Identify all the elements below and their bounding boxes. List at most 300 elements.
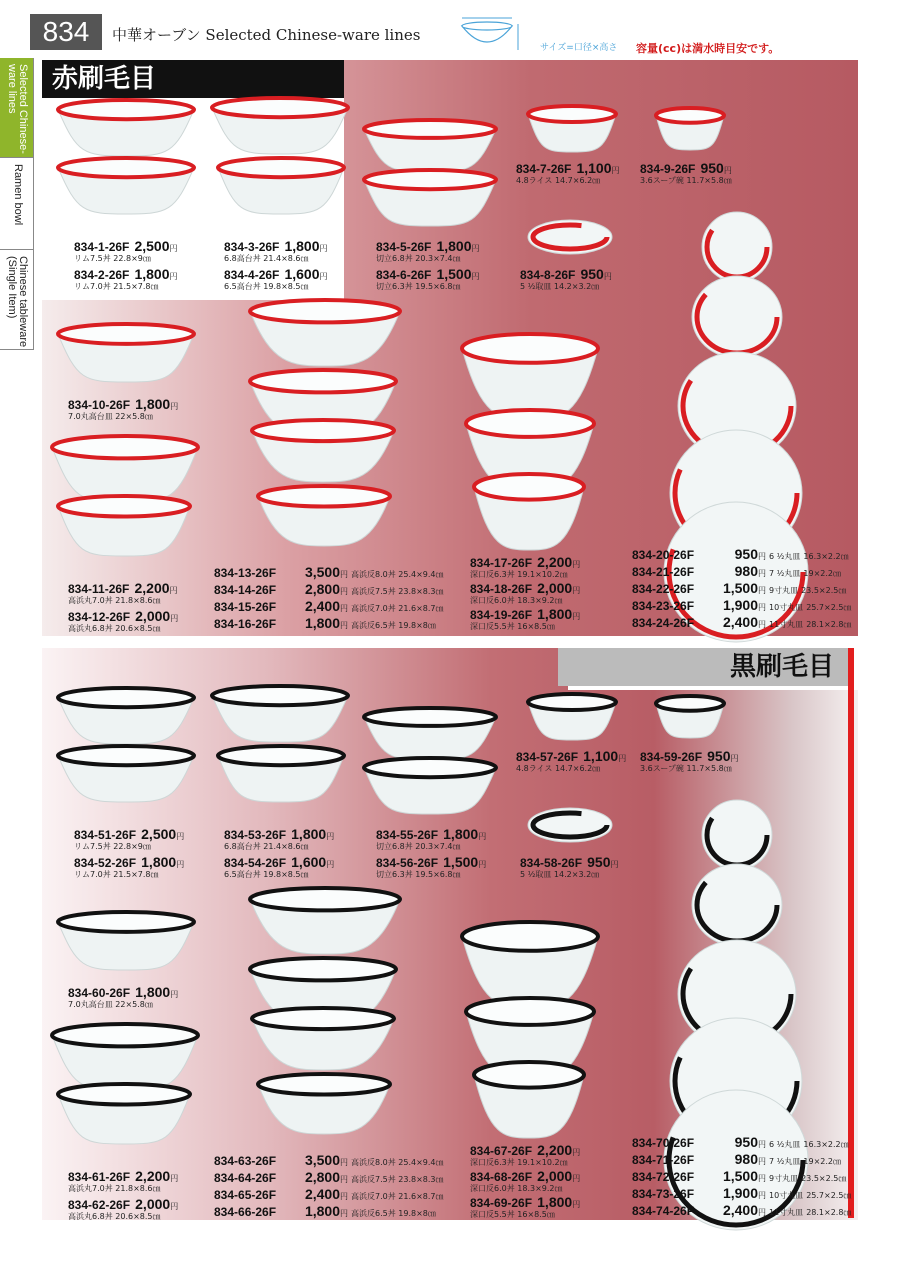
red-product-label [520, 266, 612, 291]
product-code: 834-12-26F [68, 610, 131, 624]
black-product-image [56, 1082, 192, 1146]
yen-unit: 円 [572, 1148, 581, 1157]
product-code: 834-73-26F [632, 1187, 695, 1201]
yen-unit: 円 [170, 1174, 179, 1183]
product-price: 1,500 [722, 580, 758, 596]
product-code: 834-7-26F [516, 162, 572, 176]
black-product-label [376, 854, 486, 879]
red-product-image [250, 418, 396, 484]
product-code: 834-66-26F [214, 1205, 277, 1219]
product-price: 1,100 [583, 748, 619, 764]
yen-unit: 円 [340, 621, 348, 630]
black-product-label [376, 826, 486, 851]
product-desc: 6.5高台丼 19.8×8.5㎝ [224, 870, 309, 879]
product-code: 834-59-26F [640, 750, 703, 764]
product-code: 834-22-26F [632, 582, 695, 596]
product-desc: 9寸丸皿 [769, 1174, 799, 1183]
list-item [632, 580, 851, 597]
product-size: 19×2.2㎝ [803, 569, 841, 578]
product-price: 1,800 [135, 984, 171, 1000]
product-desc: 4.8ライス 14.7×6.2㎝ [516, 764, 601, 773]
capacity-note: 容量(cc)は満水時目安です。 [636, 42, 780, 55]
yen-unit: 円 [758, 1174, 766, 1183]
yen-unit: 円 [170, 1202, 179, 1211]
product-code: 834-4-26F [224, 268, 280, 282]
yen-unit: 円 [340, 604, 348, 613]
product-desc: リム7.5丼 22.8×9㎝ [74, 254, 151, 263]
product-price: 2,000 [537, 580, 573, 596]
black-section-accent-bar [848, 648, 854, 1218]
yen-unit: 円 [169, 586, 178, 595]
red-fukakuchi-label [470, 554, 580, 579]
yen-unit: 円 [758, 586, 766, 595]
product-price: 950 [707, 748, 731, 764]
product-desc: 7 ½丸皿 [769, 569, 801, 578]
product-code: 834-64-26F [214, 1171, 277, 1185]
list-item [214, 1169, 444, 1186]
product-code: 834-54-26F [224, 856, 287, 870]
black-product-image [56, 686, 196, 746]
yen-unit: 円 [730, 754, 739, 763]
product-desc: 高浜反8.0丼 25.4×9.4㎝ [351, 1158, 444, 1167]
yen-unit: 円 [478, 832, 487, 841]
page-title: 中華オーブン Selected Chinese-ware lines [112, 26, 421, 44]
product-code: 834-60-26F [68, 986, 131, 1000]
red-product-image [56, 156, 196, 216]
list-item [632, 614, 851, 631]
red-product-image [362, 168, 498, 228]
list-item [632, 1151, 851, 1168]
black-product-image [654, 694, 726, 740]
black-product-image [362, 706, 498, 762]
product-price: 2,400 [304, 598, 340, 614]
red-product-image [256, 484, 392, 548]
red-product-image [56, 322, 196, 384]
product-desc: 深口反6.3丼 19.1×10.2㎝ [470, 1158, 568, 1167]
product-code: 834-2-26F [74, 268, 130, 282]
product-desc: 高浜反8.0丼 25.4×9.4㎝ [351, 570, 444, 579]
product-desc: 高浜丸7.0丼 21.8×8.6㎝ [68, 1184, 161, 1193]
yen-unit: 円 [611, 166, 620, 175]
product-code: 834-3-26F [224, 240, 280, 254]
product-size: 23.5×2.5㎝ [801, 1174, 847, 1183]
red-product-label [68, 396, 178, 421]
product-price: 950 [700, 160, 724, 176]
red-product-image [654, 106, 726, 152]
list-item [214, 564, 444, 581]
product-code: 834-21-26F [632, 565, 695, 579]
product-code: 834-65-26F [214, 1188, 277, 1202]
side-tab-ramen-bowl[interactable] [0, 158, 34, 250]
product-code: 834-23-26F [632, 599, 695, 613]
black-product-label [224, 826, 334, 851]
red-section-title: 赤刷毛目 [42, 60, 344, 98]
red-plate-list [632, 546, 851, 631]
red-product-label [68, 608, 178, 633]
red-product-image [248, 298, 402, 368]
product-desc: 高浜丸7.0丼 21.8×8.6㎝ [68, 596, 161, 605]
product-size: 28.1×2.8㎝ [806, 620, 852, 629]
list-item [214, 1152, 444, 1169]
product-code: 834-63-26F [214, 1154, 277, 1168]
product-desc: 10寸丸皿 [769, 1191, 804, 1200]
product-code: 834-53-26F [224, 828, 287, 842]
list-item [632, 1185, 851, 1202]
product-code: 834-62-26F [68, 1198, 131, 1212]
yen-unit: 円 [758, 620, 766, 629]
product-code: 834-61-26F [68, 1170, 131, 1184]
product-price: 1,800 [436, 238, 472, 254]
product-desc: 3.6スープ碗 11.7×5.8㎝ [640, 176, 732, 185]
yen-unit: 円 [340, 1209, 348, 1218]
product-price: 2,200 [134, 580, 170, 596]
product-price: 1,500 [722, 1168, 758, 1184]
product-desc: 高浜反7.0丼 21.6×8.7㎝ [351, 1192, 444, 1201]
product-code: 834-1-26F [74, 240, 130, 254]
product-desc: 11寸丸皿 [769, 620, 804, 629]
yen-unit: 円 [758, 1208, 766, 1217]
product-desc: 4.8ライス 14.7×6.2㎝ [516, 176, 601, 185]
red-product-image [56, 494, 192, 558]
product-price: 1,800 [284, 238, 320, 254]
yen-unit: 円 [340, 1175, 348, 1184]
product-code: 834-8-26F [520, 268, 576, 282]
product-price: 2,800 [304, 581, 340, 597]
yen-unit: 円 [572, 1200, 581, 1209]
product-desc: 高浜丸6.8丼 20.6×8.5㎝ [68, 624, 161, 633]
red-plate-image [700, 210, 774, 284]
yen-unit: 円 [603, 272, 612, 281]
list-item [632, 597, 851, 614]
product-code: 834-19-26F [470, 608, 533, 622]
black-product-label [74, 854, 184, 879]
yen-unit: 円 [572, 586, 581, 595]
red-product-label [224, 238, 328, 263]
product-code: 834-24-26F [632, 616, 695, 630]
product-size: 28.1×2.8㎝ [806, 1208, 852, 1217]
black-fukakuchi-label [470, 1194, 580, 1219]
product-desc: 6 ½丸皿 [769, 1140, 801, 1149]
red-product-image [210, 96, 350, 156]
product-desc: 深口反6.0丼 18.3×9.2㎝ [470, 596, 563, 605]
product-code: 834-72-26F [632, 1170, 695, 1184]
yen-unit: 円 [758, 552, 766, 561]
product-price: 1,900 [722, 597, 758, 613]
product-code: 834-15-26F [214, 600, 277, 614]
product-desc: 7 ½丸皿 [769, 1157, 801, 1166]
black-plate-image [700, 798, 774, 872]
black-product-image [56, 910, 196, 972]
side-tab-chinese-tableware[interactable] [0, 250, 34, 350]
yen-unit: 円 [758, 603, 766, 612]
product-price: 2,800 [304, 1169, 340, 1185]
red-product-label [516, 160, 620, 185]
product-code: 834-69-26F [470, 1196, 533, 1210]
product-desc: 6.5高台丼 19.8×8.5㎝ [224, 282, 309, 291]
list-item [632, 546, 851, 563]
product-price: 2,000 [537, 1168, 573, 1184]
product-price: 1,800 [304, 1203, 340, 1219]
red-product-label [74, 238, 178, 263]
yen-unit: 円 [572, 612, 581, 621]
product-desc: リム7.0丼 21.5×7.8㎝ [74, 282, 159, 291]
yen-unit: 円 [340, 570, 348, 579]
side-tab-selected-chinese-ware[interactable] [0, 58, 34, 158]
product-desc: 高浜反6.5丼 19.8×8㎝ [351, 1209, 436, 1218]
product-price: 1,800 [134, 266, 170, 282]
black-product-label [640, 748, 739, 773]
yen-unit: 円 [758, 569, 766, 578]
yen-unit: 円 [572, 560, 581, 569]
product-code: 834-13-26F [214, 566, 277, 580]
product-desc: 高浜反6.5丼 19.8×8㎝ [351, 621, 436, 630]
yen-unit: 円 [618, 754, 627, 763]
list-item [632, 563, 851, 580]
product-price: 1,800 [141, 854, 177, 870]
red-product-label [68, 580, 178, 605]
list-item [214, 1203, 444, 1220]
yen-unit: 円 [176, 860, 185, 869]
product-code: 834-70-26F [632, 1136, 695, 1150]
product-desc: 3.6スープ碗 11.7×5.8㎝ [640, 764, 732, 773]
page-number: 834 [30, 14, 102, 50]
product-desc: 6.8高台丼 21.4×8.6㎝ [224, 842, 309, 851]
red-product-image [526, 218, 614, 256]
product-price: 1,800 [443, 826, 479, 842]
product-code: 834-67-26F [470, 1144, 533, 1158]
product-size: 25.7×2.5㎝ [806, 1191, 852, 1200]
yen-unit: 円 [326, 860, 335, 869]
black-product-image [362, 756, 498, 816]
red-takahama-list [214, 564, 444, 632]
product-code: 834-58-26F [520, 856, 583, 870]
product-price: 950 [580, 266, 604, 282]
black-product-label [68, 1196, 178, 1221]
red-product-label [376, 238, 480, 263]
product-price: 2,000 [135, 1196, 171, 1212]
red-product-label [224, 266, 328, 291]
list-item [214, 581, 444, 598]
product-desc: 5 ½取皿 14.2×3.2㎝ [520, 870, 600, 879]
product-price: 2,200 [537, 554, 573, 570]
yen-unit: 円 [572, 1174, 581, 1183]
black-product-image [256, 1072, 392, 1136]
yen-unit: 円 [170, 990, 179, 999]
product-desc: 深口反5.5丼 16×8.5㎝ [470, 1210, 555, 1219]
product-code: 834-18-26F [470, 582, 533, 596]
black-plate-list [632, 1134, 851, 1219]
product-code: 834-6-26F [376, 268, 432, 282]
product-desc: 切立6.8丼 20.3×7.4㎝ [376, 842, 461, 851]
side-tab-label: Selected Chinese- ware lines [6, 64, 29, 154]
product-desc: 深口反5.5丼 16×8.5㎝ [470, 622, 555, 631]
yen-unit: 円 [170, 402, 179, 411]
product-code: 834-11-26F [68, 582, 130, 596]
product-code: 834-56-26F [376, 856, 439, 870]
red-product-label [640, 160, 732, 185]
yen-unit: 円 [478, 860, 487, 869]
product-price: 2,000 [135, 608, 171, 624]
product-price: 2,200 [537, 1142, 573, 1158]
product-desc: リム7.0丼 21.5×7.8㎝ [74, 870, 159, 879]
product-code: 834-71-26F [632, 1153, 695, 1167]
black-product-image [216, 744, 346, 804]
product-price: 1,100 [576, 160, 612, 176]
red-plate-image [690, 274, 784, 360]
product-price: 2,400 [304, 1186, 340, 1202]
product-code: 834-68-26F [470, 1170, 533, 1184]
yen-unit: 円 [319, 244, 328, 253]
product-price: 950 [734, 546, 758, 562]
product-code: 834-20-26F [632, 548, 695, 562]
product-code: 834-16-26F [214, 617, 277, 631]
black-product-label [68, 1168, 178, 1193]
product-code: 834-9-26F [640, 162, 696, 176]
list-item [632, 1168, 851, 1185]
list-item [632, 1134, 851, 1151]
product-desc: 深口反6.0丼 18.3×9.2㎝ [470, 1184, 563, 1193]
product-price: 1,900 [722, 1185, 758, 1201]
yen-unit: 円 [471, 244, 480, 253]
yen-unit: 円 [758, 1140, 766, 1149]
red-product-image [526, 104, 618, 154]
product-code: 834-52-26F [74, 856, 137, 870]
product-code: 834-5-26F [376, 240, 432, 254]
product-code: 834-57-26F [516, 750, 579, 764]
product-price: 980 [734, 563, 758, 579]
product-price: 3,500 [304, 564, 340, 580]
red-product-label [376, 266, 480, 291]
product-code: 834-17-26F [470, 556, 533, 570]
product-price: 1,600 [284, 266, 320, 282]
product-price: 1,600 [291, 854, 327, 870]
black-product-label [520, 854, 619, 879]
black-product-label [516, 748, 626, 773]
yen-unit: 円 [340, 1192, 348, 1201]
black-product-image [248, 886, 402, 956]
red-product-image [472, 472, 586, 552]
yen-unit: 円 [723, 166, 732, 175]
product-price: 1,500 [436, 266, 472, 282]
yen-unit: 円 [326, 832, 335, 841]
yen-unit: 円 [471, 272, 480, 281]
product-desc: 切立6.8丼 20.3×7.4㎝ [376, 254, 461, 263]
product-desc: 7.0丸高台皿 22×5.8㎝ [68, 412, 153, 421]
product-size: 16.3×2.2㎝ [803, 552, 849, 561]
product-desc: 7.0丸高台皿 22×5.8㎝ [68, 1000, 153, 1009]
red-fukakuchi-label [470, 580, 580, 605]
yen-unit: 円 [169, 244, 178, 253]
yen-unit: 円 [319, 272, 328, 281]
product-desc: 6 ½丸皿 [769, 552, 801, 561]
product-desc: 深口反6.3丼 19.1×10.2㎝ [470, 570, 568, 579]
black-takahama-list [214, 1152, 444, 1220]
yen-unit: 円 [340, 1158, 348, 1167]
product-size: 19×2.2㎝ [803, 1157, 841, 1166]
product-size: 25.7×2.5㎝ [806, 603, 852, 612]
product-code: 834-55-26F [376, 828, 439, 842]
black-product-label [74, 826, 184, 851]
product-desc: 高浜丸6.8丼 20.6×8.5㎝ [68, 1212, 161, 1221]
product-desc: 5 ½取皿 14.2×3.2㎝ [520, 282, 600, 291]
red-product-image [362, 118, 498, 174]
red-fukakuchi-label [470, 606, 580, 631]
black-product-image [210, 684, 350, 744]
size-note: サイズ=口径×高さ [540, 43, 618, 53]
list-item [214, 615, 444, 632]
red-product-image [56, 98, 196, 158]
product-price: 1,800 [291, 826, 327, 842]
bowl-size-diagram-icon [456, 14, 526, 54]
list-item [214, 598, 444, 615]
list-item [214, 1186, 444, 1203]
product-price: 2,200 [135, 1168, 171, 1184]
product-code: 834-51-26F [74, 828, 137, 842]
side-tab-label: Chinese tableware (Single Item) [6, 256, 29, 348]
product-price: 1,800 [135, 396, 171, 412]
side-tab-label: Ramen bowl [12, 164, 24, 226]
product-size: 23.5×2.5㎝ [801, 586, 847, 595]
yen-unit: 円 [340, 587, 348, 596]
product-price: 1,500 [443, 854, 479, 870]
product-desc: 6.8高台丼 21.4×8.6㎝ [224, 254, 309, 263]
red-product-image [216, 156, 346, 216]
product-price: 980 [734, 1151, 758, 1167]
product-price: 2,500 [134, 238, 170, 254]
product-price: 950 [734, 1134, 758, 1150]
black-fukakuchi-label [470, 1142, 580, 1167]
black-plate-image [690, 862, 784, 948]
black-product-label [68, 984, 178, 1009]
yen-unit: 円 [170, 614, 179, 623]
product-price: 1,800 [537, 606, 573, 622]
product-desc: 11寸丸皿 [769, 1208, 804, 1217]
list-item [632, 1202, 851, 1219]
product-code: 834-10-26F [68, 398, 131, 412]
product-desc: リム7.5丼 22.8×9㎝ [74, 842, 151, 851]
product-price: 950 [587, 854, 611, 870]
product-desc: 高浜反7.0丼 21.6×8.7㎝ [351, 604, 444, 613]
yen-unit: 円 [758, 1191, 766, 1200]
product-code: 834-14-26F [214, 583, 277, 597]
product-desc: 10寸丸皿 [769, 603, 804, 612]
black-product-image [56, 744, 196, 804]
yen-unit: 円 [758, 1157, 766, 1166]
product-size: 16.3×2.2㎝ [803, 1140, 849, 1149]
product-price: 2,400 [722, 614, 758, 630]
black-product-image [250, 1006, 396, 1072]
black-product-image [472, 1060, 586, 1140]
product-code: 834-74-26F [632, 1204, 695, 1218]
black-fukakuchi-label [470, 1168, 580, 1193]
product-desc: 高浜反7.5丼 23.8×8.3㎝ [351, 1175, 444, 1184]
product-desc: 切立6.3丼 19.5×6.8㎝ [376, 282, 461, 291]
yen-unit: 円 [176, 832, 185, 841]
product-desc: 9寸丸皿 [769, 586, 799, 595]
product-desc: 切立6.3丼 19.5×6.8㎝ [376, 870, 461, 879]
product-price: 2,500 [141, 826, 177, 842]
yen-unit: 円 [610, 860, 619, 869]
black-product-image [526, 806, 614, 844]
black-section-title: 黒刷毛目 [558, 648, 848, 686]
yen-unit: 円 [169, 272, 178, 281]
product-price: 2,400 [722, 1202, 758, 1218]
black-product-image [526, 692, 618, 742]
product-price: 1,800 [304, 615, 340, 631]
product-desc: 高浜反7.5丼 23.8×8.3㎝ [351, 587, 444, 596]
black-product-label [224, 854, 334, 879]
product-price: 3,500 [304, 1152, 340, 1168]
